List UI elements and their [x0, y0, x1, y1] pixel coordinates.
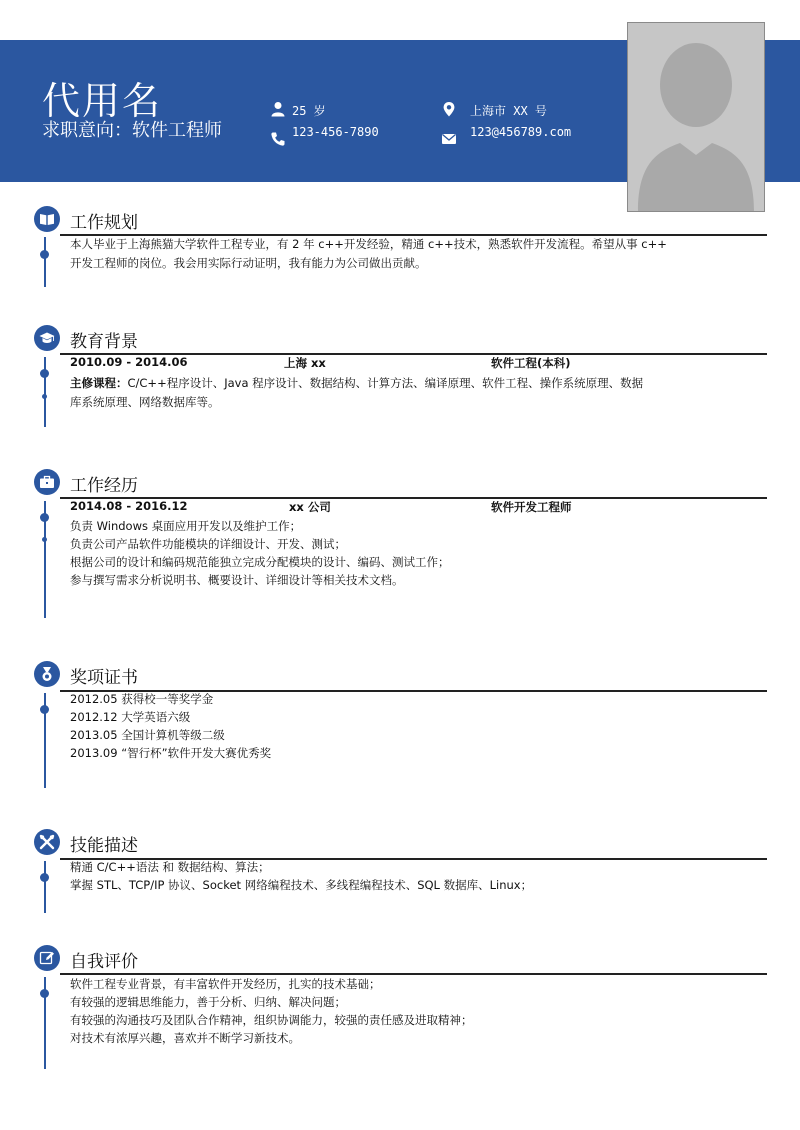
award-line-4: 2013.09 “智行杯”软件开发大赛优秀奖 [70, 746, 272, 760]
section-title-plan: 工作规划 [70, 213, 138, 233]
work-line-3: 根据公司的设计和编码规范能独立完成分配模块的设计、编码、测试工作； [70, 555, 450, 569]
self-line-4: 对技术有浓厚兴趣，喜欢并不断学习新技术。 [70, 1031, 300, 1045]
job-intent: 求职意向：软件工程师 [42, 120, 222, 141]
education-period: 2010.09 - 2014.06 [70, 355, 188, 369]
book-icon [34, 206, 60, 232]
timeline-small-dot [42, 394, 47, 399]
skills-line-2: 掌握 STL、TCP/IP 协议、Socket 网络编程技术、多线程编程技术、SQL 数据库、Linux； [70, 878, 533, 892]
timeline-dot [40, 873, 49, 882]
email-text: 123@456789.com [470, 125, 572, 139]
plan-line-1: 本人毕业于上海熊猫大学软件工程专业，有 2 年 c++开发经验，精通 c++技术，熟悉软件开发流程。希望从事 c++ [70, 237, 667, 251]
location-text: 上海市 XX 号 [470, 104, 547, 118]
timeline-dot [40, 250, 49, 259]
avatar-silhouette-icon [628, 23, 764, 211]
timeline-line [44, 237, 46, 287]
timeline-dot [40, 705, 49, 714]
tools-icon [34, 829, 60, 855]
timeline-line [44, 861, 46, 913]
timeline-dot [40, 369, 49, 378]
email-icon [441, 131, 457, 147]
candidate-name: 代用名 [42, 79, 163, 123]
self-line-1: 软件工程专业背景，有丰富软件开发经历，扎实的技术基础； [70, 977, 381, 991]
award-line-3: 2013.05 全国计算机等级二级 [70, 728, 225, 742]
work-line-4: 参与撰写需求分析说明书、概要设计、详细设计等相关技术文档。 [70, 573, 404, 587]
briefcase-icon [34, 469, 60, 495]
work-period: 2014.08 - 2016.12 [70, 499, 188, 513]
section-title-self: 自我评价 [70, 952, 138, 972]
age-text: 25 岁 [292, 104, 326, 118]
education-courses [70, 374, 643, 393]
work-role: 软件开发工程师 [491, 500, 572, 514]
education-major: 软件工程(本科) [491, 356, 571, 370]
award-medal-icon [34, 661, 60, 687]
section-title-awards: 奖项证书 [70, 668, 138, 688]
graduation-cap-icon [34, 325, 60, 351]
work-line-2: 负责公司产品软件功能模块的详细设计、开发、测试； [70, 537, 346, 551]
edit-pen-icon [34, 945, 60, 971]
section-title-education: 教育背景 [70, 332, 138, 352]
timeline-dot [40, 989, 49, 998]
courses-line-1: C/C++程序设计、Java 程序设计、数据结构、计算方法、编译原理、软件工程、操作系统原理、数据 [127, 376, 644, 390]
education-school: 上海 xx [284, 356, 326, 370]
courses-line-2: 库系统原理、网络数据库等。 [70, 395, 220, 409]
award-line-1: 2012.05 获得校一等奖学金 [70, 692, 214, 706]
section-title-work: 工作经历 [70, 476, 138, 496]
profile-photo [627, 22, 765, 212]
phone-text: 123-456-7890 [292, 125, 379, 139]
location-pin-icon [441, 101, 457, 117]
work-line-1: 负责 Windows 桌面应用开发以及维护工作； [70, 519, 302, 533]
skills-line-1: 精通 C/C++语法 和 数据结构、算法； [70, 860, 270, 874]
person-icon [270, 101, 286, 117]
phone-icon [270, 131, 286, 147]
work-company: xx 公司 [289, 500, 331, 514]
self-line-3: 有较强的沟通技巧及团队合作精神，组织协调能力，较强的责任感及进取精神； [70, 1013, 473, 1027]
timeline-small-dot [42, 537, 47, 542]
courses-label: 主修课程： [70, 376, 128, 390]
award-line-2: 2012.12 大学英语六级 [70, 710, 191, 724]
section-title-skills: 技能描述 [70, 836, 138, 856]
timeline-line [44, 357, 46, 427]
timeline-dot [40, 513, 49, 522]
plan-line-2: 开发工程师的岗位。我会用实际行动证明，我有能力为公司做出贡献。 [70, 256, 427, 270]
self-line-2: 有较强的逻辑思维能力，善于分析、归纳、解决问题； [70, 995, 346, 1009]
